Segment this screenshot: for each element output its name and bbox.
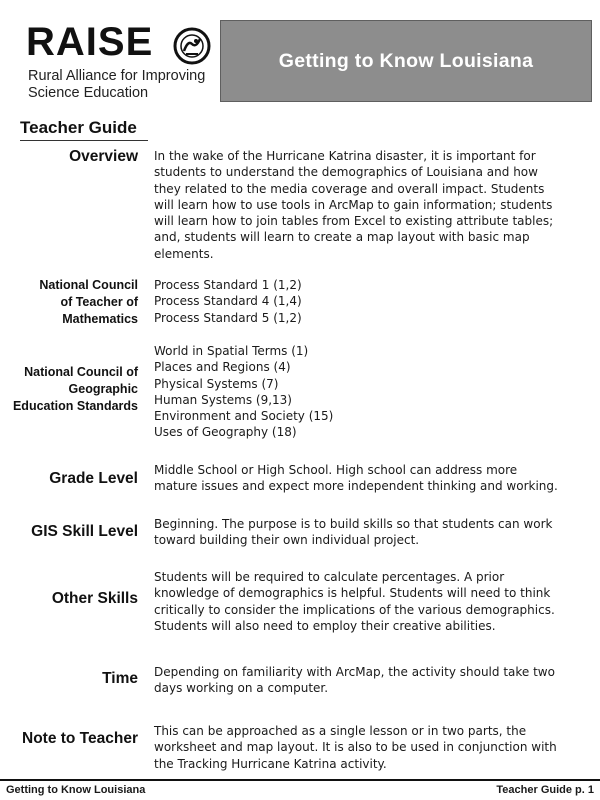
other-skills-text [154, 569, 592, 634]
banner-title: Getting to Know Louisiana [278, 49, 534, 72]
time-label: Time [102, 670, 138, 687]
text-line: mature issues and expect more independent thinking and working. [154, 479, 558, 494]
text-line: will learn how to use tools in ArcMap to gain information; students [154, 197, 553, 212]
text-line: knowledge of demographics is helpful. Students will need to think [154, 586, 551, 601]
time-text [154, 664, 592, 697]
nctm-standards [154, 277, 592, 326]
text-line: and, students will learn to create a map layout with basic map [154, 230, 530, 245]
text-line: will learn how to join tables from Excel to existing attribute tables; [154, 214, 554, 229]
standard-item: Physical Systems (7) [154, 376, 279, 391]
title-underline [20, 140, 148, 141]
text-line: Students will be required to calculate percentages. A prior [154, 570, 505, 584]
standard-item: Places and Regions (4) [154, 360, 291, 375]
text-line: worksheet and map layout. It is also to be used in conjunction with [154, 740, 557, 755]
title-banner [220, 20, 592, 102]
nctm-label [0, 277, 138, 328]
text-line: the Tracking Hurricane Katrina activity. [154, 756, 387, 771]
label-line: Geographic [68, 382, 138, 396]
logo-tagline-line: Rural Alliance for Improving [28, 68, 206, 84]
label-line: Mathematics [62, 312, 138, 326]
grade-level-text [154, 462, 592, 495]
standard-item: Process Standard 1 (1,2) [154, 278, 302, 292]
standard-item: Environment and Society (15) [154, 409, 334, 424]
raise-logo [26, 22, 206, 102]
text-line: This can be approached as a single lesson or in two parts, the [154, 724, 527, 738]
footer-divider [0, 779, 600, 781]
note-to-teacher-label: Note to Teacher [22, 730, 138, 747]
footer-page-number: Teacher Guide p. 1 [496, 784, 594, 796]
text-line: Beginning. The purpose is to build skills so that students can work [154, 517, 553, 531]
other-skills-label: Other Skills [51, 590, 138, 607]
gis-skill-text [154, 516, 592, 549]
standard-item: World in Spatial Terms (1) [154, 344, 309, 358]
logo-tagline-line: Science Education [28, 85, 149, 101]
text-line: Middle School or High School. High school can address more [154, 463, 518, 477]
raise-emblem-icon [172, 26, 212, 66]
ncge-label [0, 364, 138, 415]
label-line: National Council [39, 278, 138, 292]
text-line: In the wake of the Hurricane Katrina disaster, it is important for [154, 149, 536, 163]
logo-tagline [28, 68, 206, 102]
grade-level-label: Grade Level [49, 470, 138, 487]
label-line: Education Standards [12, 399, 138, 413]
overview-text [154, 148, 592, 262]
text-line: critically to consider the implications of the various demographics. [154, 602, 555, 617]
text-line: students to understand the demographics of Louisiana and how [154, 165, 538, 180]
label-line: National Council of [24, 365, 138, 379]
text-line: Students will also need to employ their creative abilities. [154, 618, 496, 633]
text-line: days working on a computer. [154, 681, 329, 696]
text-line: toward building their own individual project. [154, 533, 420, 548]
ncge-standards [154, 343, 592, 441]
footer-document-title: Getting to Know Louisiana [6, 784, 146, 796]
gis-skill-label: GIS Skill Level [31, 523, 138, 540]
standard-item: Process Standard 5 (1,2) [154, 310, 302, 325]
overview-label: Overview [69, 148, 138, 165]
logo-wordmark: RAISE [26, 20, 154, 64]
standard-item: Process Standard 4 (1,4) [154, 294, 302, 309]
text-line: they related to the media coverage and overall impact. Students [154, 181, 545, 196]
standard-item: Uses of Geography (18) [154, 425, 297, 440]
standard-item: Human Systems (9,13) [154, 392, 292, 407]
label-line: of Teacher of [60, 295, 138, 309]
text-line: Depending on familiarity with ArcMap, the activity should take two [154, 665, 555, 679]
note-to-teacher-text [154, 723, 592, 772]
text-line: elements. [154, 246, 214, 261]
page-title: Teacher Guide [20, 118, 137, 137]
